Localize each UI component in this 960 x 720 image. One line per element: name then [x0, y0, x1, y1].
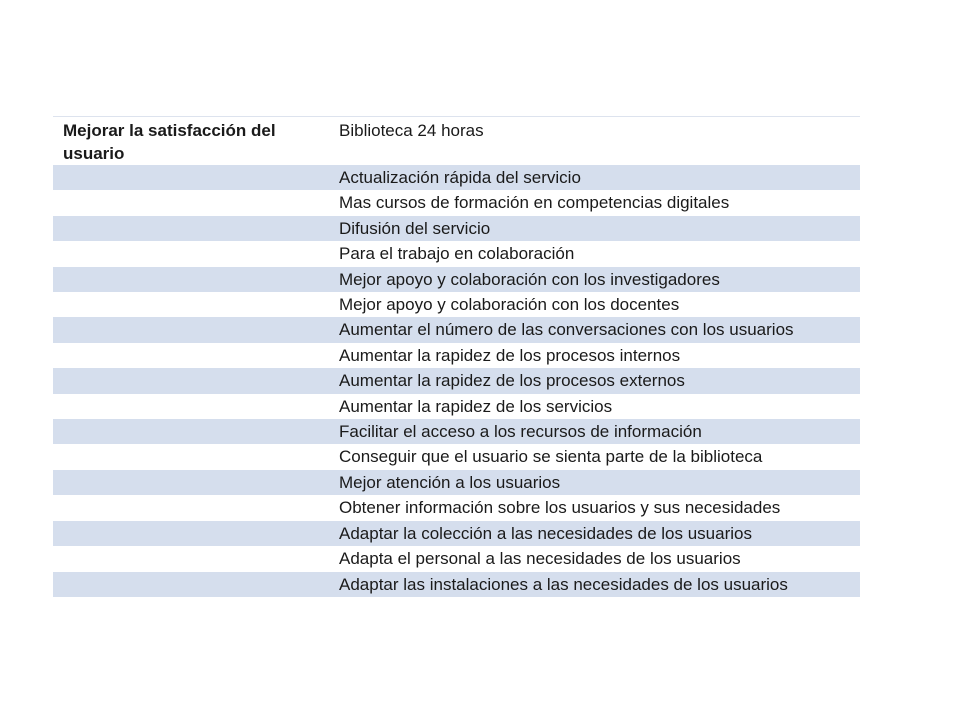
empty-cell	[53, 267, 333, 292]
action-cell: Adaptar las instalaciones a las necesidades de los usuarios	[333, 572, 860, 597]
empty-cell	[53, 190, 333, 215]
table-row	[53, 292, 860, 317]
table-row	[53, 241, 860, 266]
table-row	[53, 117, 860, 166]
action-cell: Difusión del servicio	[333, 216, 860, 241]
empty-cell	[53, 216, 333, 241]
empty-cell	[53, 521, 333, 546]
action-cell: Mejor atención a los usuarios	[333, 470, 860, 495]
action-cell: Conseguir que el usuario se sienta parte de la biblioteca	[339, 447, 763, 467]
empty-cell	[53, 343, 333, 368]
empty-cell	[53, 470, 333, 495]
action-cell: Mejor apoyo y colaboración con los docentes	[339, 295, 680, 315]
table-row	[53, 343, 860, 368]
action-cell: Mejor apoyo y colaboración con los investigadores	[333, 267, 860, 292]
empty-cell	[53, 317, 333, 342]
action-cell: Obtener información sobre los usuarios y sus necesidades	[339, 498, 781, 518]
table-row	[53, 419, 860, 444]
empty-cell	[53, 241, 333, 266]
table-row	[53, 165, 860, 190]
table-row	[53, 267, 860, 292]
table-row	[53, 216, 860, 241]
empty-cell	[53, 368, 333, 393]
empty-cell	[53, 292, 333, 317]
action-cell: Biblioteca 24 horas	[339, 121, 484, 140]
empty-cell	[53, 444, 333, 469]
table-row	[53, 444, 860, 469]
action-cell: Aumentar la rapidez de los procesos internos	[339, 345, 681, 365]
action-cell: Actualización rápida del servicio	[333, 165, 860, 190]
action-cell: Facilitar el acceso a los recursos de información	[333, 419, 860, 444]
empty-cell	[53, 546, 333, 571]
action-cell: Adapta el personal a las necesidades de los usuarios	[339, 549, 741, 569]
action-cell: Mas cursos de formación en competencias digitales	[339, 193, 730, 213]
table-row	[53, 546, 860, 571]
table-row	[53, 572, 860, 597]
action-cell: Adaptar la colección a las necesidades de los usuarios	[333, 521, 860, 546]
goals-table-container	[53, 116, 860, 597]
table-row	[53, 495, 860, 520]
empty-cell	[53, 394, 333, 419]
table-row	[53, 190, 860, 215]
empty-cell	[53, 495, 333, 520]
table-row	[53, 317, 860, 342]
goals-table-body	[53, 117, 860, 597]
action-cell: Aumentar la rapidez de los servicios	[339, 396, 613, 416]
action-cell: Aumentar la rapidez de los procesos externos	[333, 368, 860, 393]
table-row	[53, 470, 860, 495]
table-row	[53, 394, 860, 419]
table-row	[53, 368, 860, 393]
empty-cell	[53, 165, 333, 190]
empty-cell	[53, 419, 333, 444]
action-cell: Para el trabajo en colaboración	[339, 244, 575, 264]
table-row	[53, 521, 860, 546]
action-cell: Aumentar el número de las conversaciones con los usuarios	[333, 317, 860, 342]
goal-cell: Mejorar la satisfacción del usuario	[63, 121, 276, 163]
empty-cell	[53, 572, 333, 597]
goals-table	[53, 116, 860, 597]
